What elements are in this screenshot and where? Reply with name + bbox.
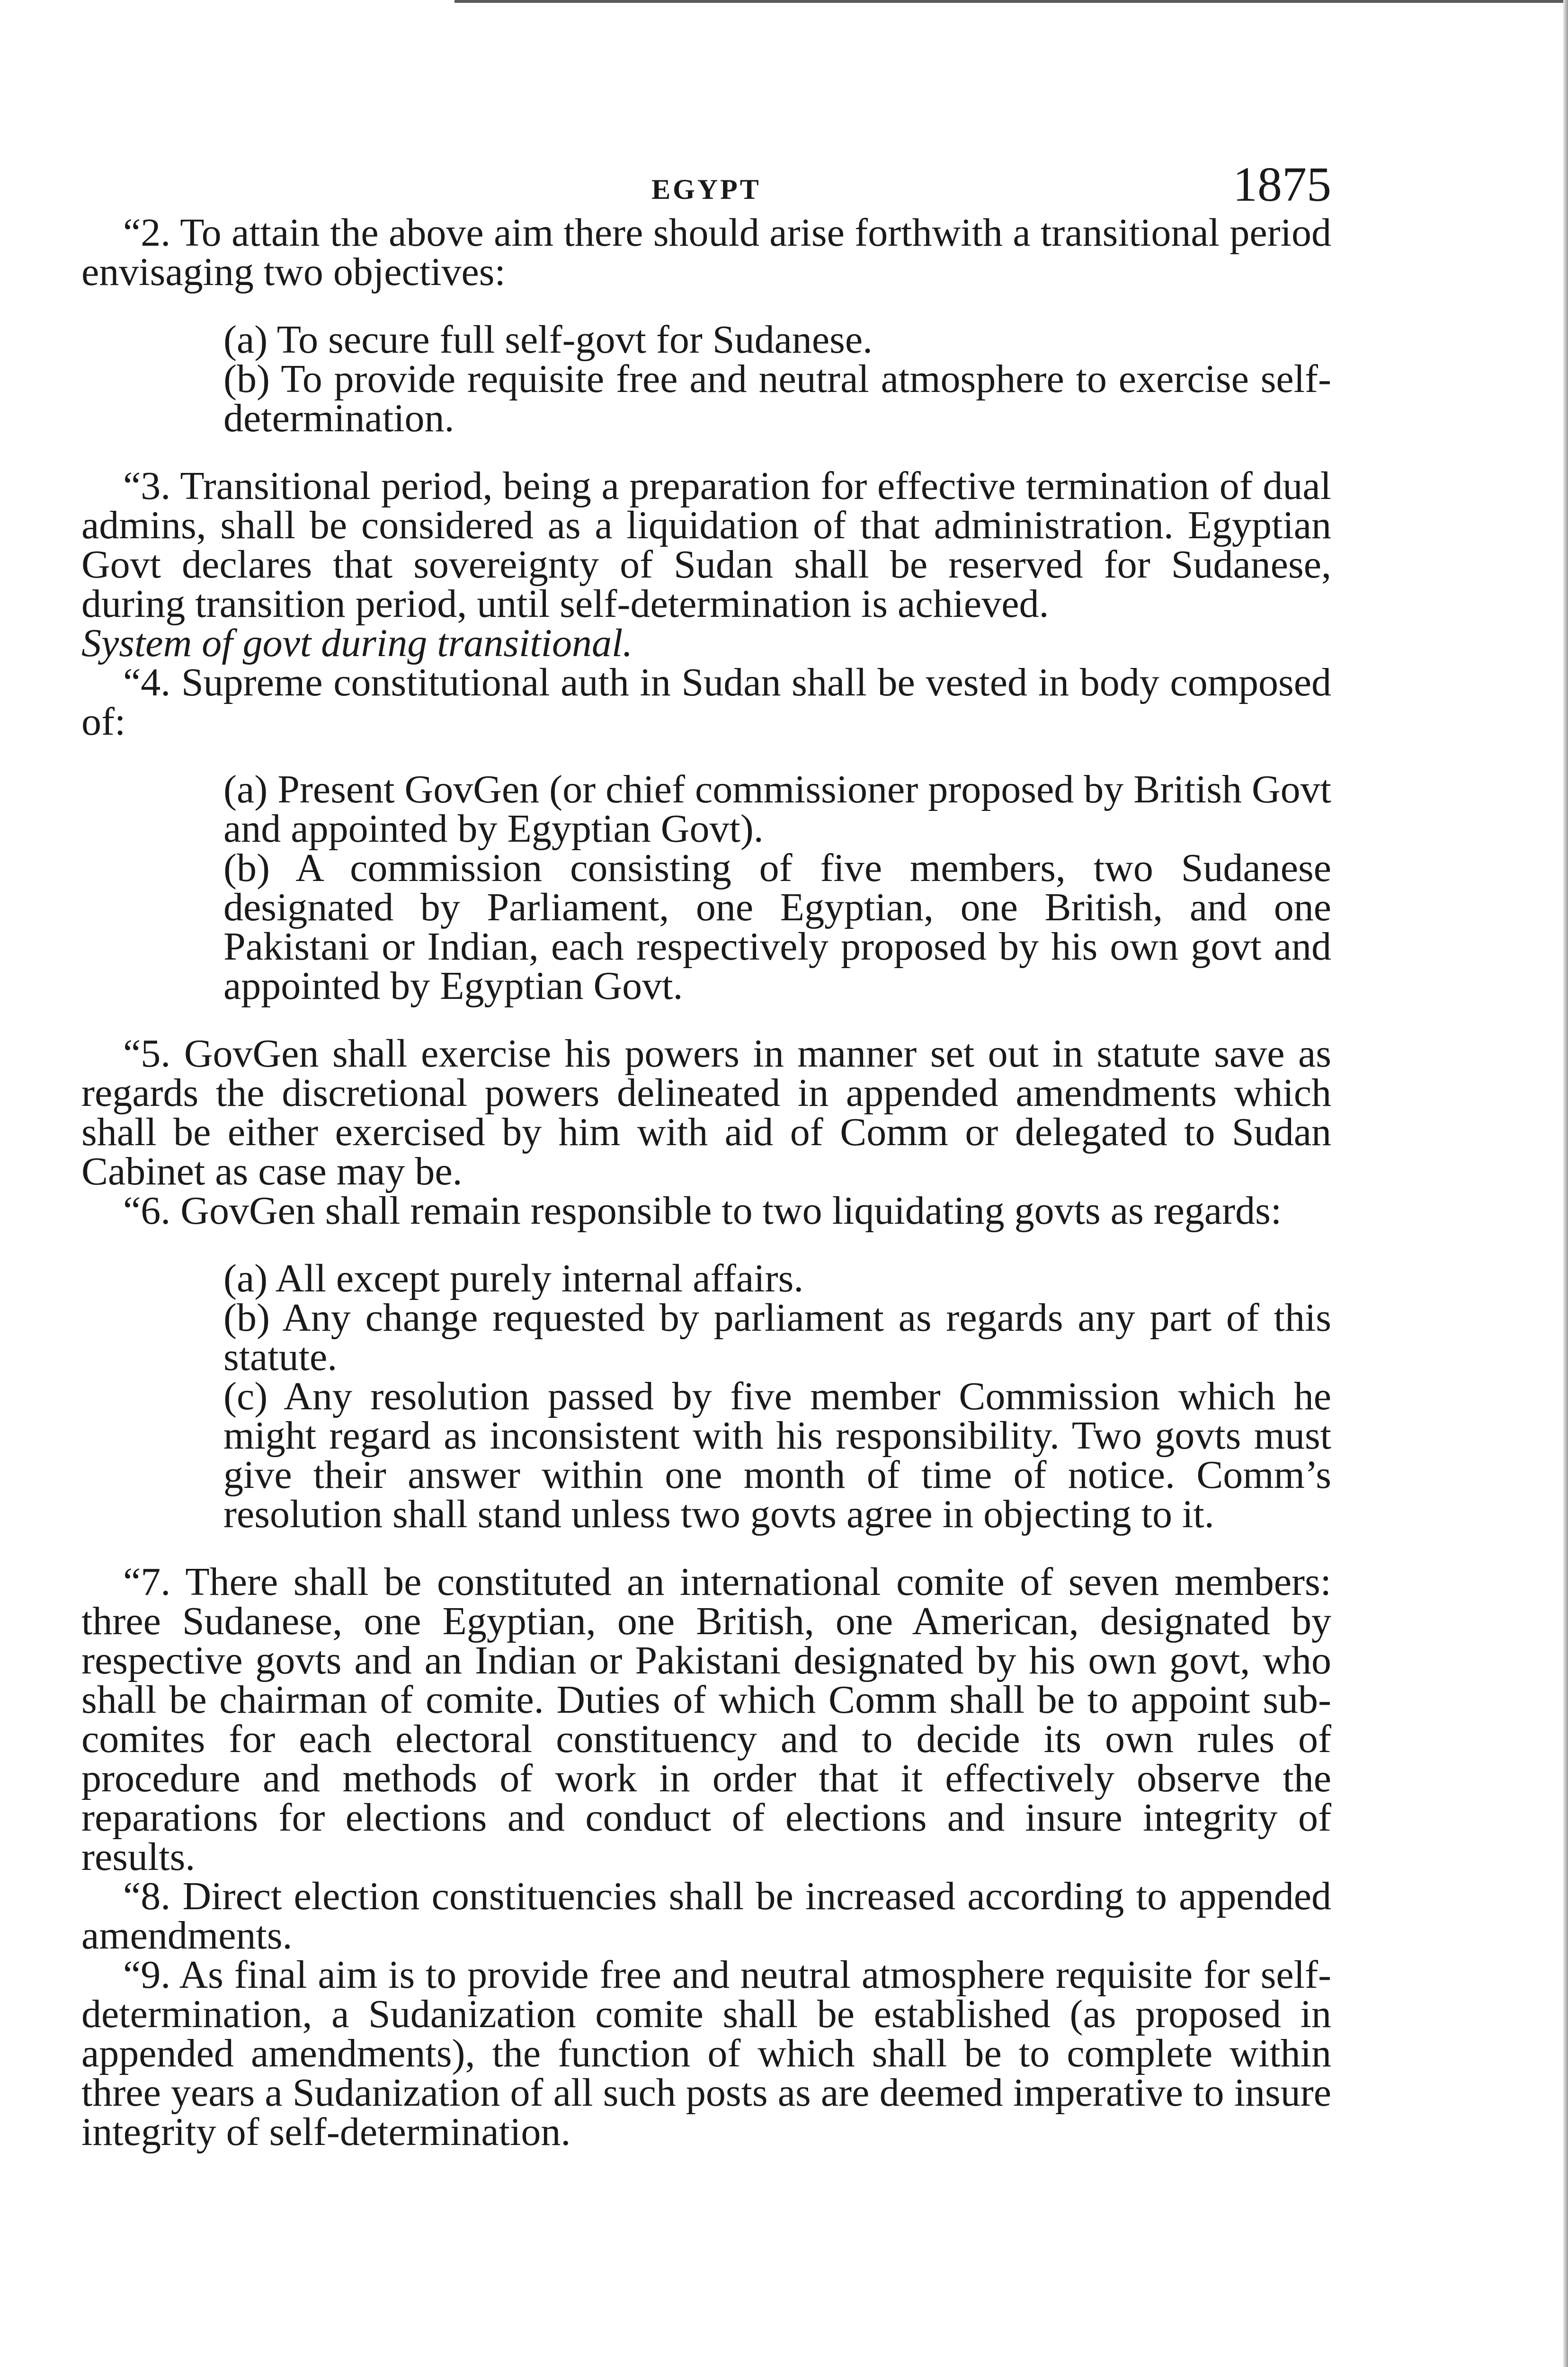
paragraph-gap [81,1230,1331,1259]
sub-item: (b) Any change requested by parliament as regards any part of this statute. [223,1296,1331,1379]
paragraph-gap [81,741,1331,770]
paragraph: “9. As final aim is to provide free and neutral atmosphere requisite for self-determination, a Sudanization comite shall be established (as proposed in appended amendments), the function of which shall be to complete within three years a Sudanization of all such posts as are deemed imperative to insure integrity of self-determination. [81,1953,1331,2154]
paragraph-gap [81,1006,1331,1034]
running-header [81,156,1331,213]
page-binding-edge [1563,0,1568,2367]
paragraph: “6. GovGen shall remain responsible to two liquidating govts as regards: [123,1189,1282,1233]
paragraph: “4. Supreme constitutional auth in Sudan shall be vested in body composed of: [81,660,1331,744]
document-page [81,156,1331,2152]
paragraph: “2. To attain the above aim there should arise forthwith a transitional period envisaging two objectives: [81,211,1331,294]
document-body [81,213,1331,2152]
sub-item: (b) A commission consisting of five members, two Sudanese designated by Parliament, one Egyptian, one British, and one Pakistani or Indian, each respectively proposed by his own govt and appointed by Egyptian Govt. [223,846,1331,1008]
paragraph-gap [81,438,1331,466]
running-title: EGYPT [651,174,761,205]
paragraph: “8. Direct election constituencies shall be increased according to appended amendments. [81,1874,1331,1958]
sub-item: (b) To provide requisite free and neutral atmosphere to exercise self-determination. [223,357,1331,440]
section-heading: System of govt during transitional. [81,621,633,665]
sub-item: (a) All except purely internal affairs. [223,1256,804,1300]
sub-item: (a) To secure full self-govt for Sudanese. [223,318,873,362]
paragraph: “3. Transitional period, being a preparation for effective termination of dual admins, shall be considered as a liquidation of that administration. Egyptian Govt declares that sovereignty of Sudan shall be reserved for Sudanese, during transition period, until self-determination is achieved. [81,464,1331,626]
page-number: 1875 [1233,157,1331,212]
paragraph-gap [81,292,1331,320]
paragraph-gap [81,1534,1331,1562]
top-edge-rule [454,0,1568,3]
paragraph: “7. There shall be constituted an international comite of seven members: three Sudanese, one Egyptian, one British, one American, designated by respective govts and an Indian or Pakistani designated by his own govt, who shall be chairman of comite. Duties of which Comm shall be to appoint sub-comites for each electoral constituency and to decide its own rules of procedure and methods of work in order that it effectively observe the reparations for elections and conduct of elections and insure integrity of results. [81,1560,1331,1879]
sub-item: (c) Any resolution passed by five member Commission which he might regard as inconsistent with his responsibility. Two govts must give their answer within one month of time of notice. Comm’s resolution shall stand unless two govts agree in objecting to it. [223,1374,1331,1536]
paragraph: “5. GovGen shall exercise his powers in manner set out in statute save as regards the discretional powers delineated in appended amendments which shall be either exercised by him with aid of Comm or delegated to Sudan Cabinet as case may be. [81,1032,1331,1193]
sub-item: (a) Present GovGen (or chief commissioner proposed by British Govt and appointed by Egyptian Govt). [223,767,1331,851]
